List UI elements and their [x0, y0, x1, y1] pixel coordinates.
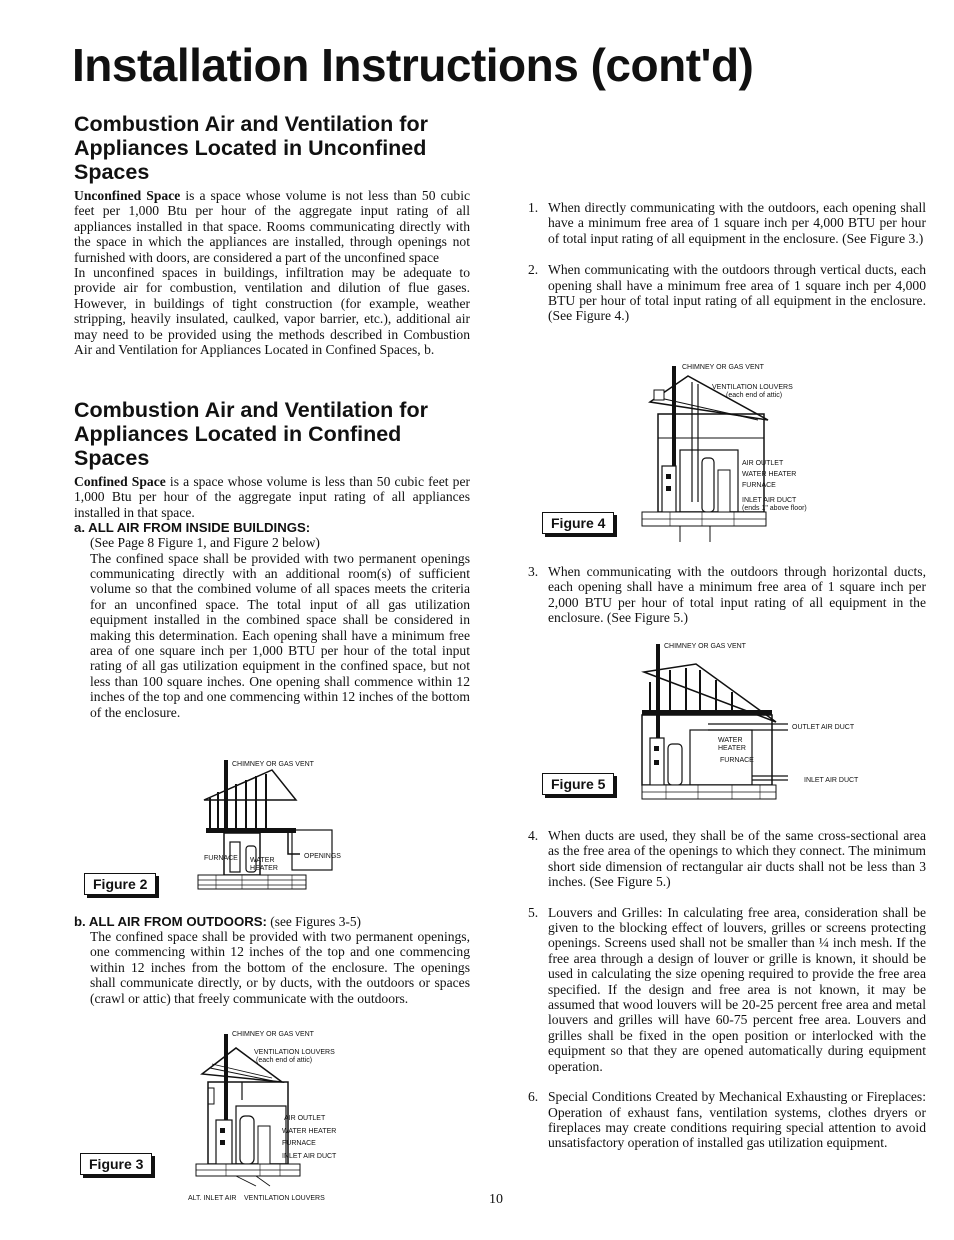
- figure-4-louvers-note: (each end of attic): [726, 392, 783, 399]
- unconfined-infiltration: In unconfined spaces in buildings, infiltration may be adequate to provide air for combustion, ventilation and dilution of flue gases. However, in buildings of tight construction (for example, weather stripping, heavily insulated, caulked, vapor barrier, etc.), additional air may need to be provided using the methods described in Combustion Air and Ventilation for Appliances Located in Confined Spaces, b.: [74, 265, 470, 358]
- figure-2-illustration: [196, 758, 356, 904]
- figure-2-chimney-label: CHIMNEY OR GAS VENT: [232, 761, 314, 768]
- figure-3-louvers-note: (each end of attic): [256, 1057, 313, 1064]
- figure-2-furnace-label: FURNACE: [204, 855, 238, 862]
- figure-4-louvers-label: VENTILATION LOUVERS: [712, 384, 793, 391]
- figure-5-caption: Figure 5: [542, 773, 614, 795]
- figure-5-water-label: WATER: [718, 737, 743, 744]
- figure-4-chimney-label: CHIMNEY OR GAS VENT: [682, 364, 764, 371]
- list-item-1: 1. When directly communicating with the outdoors, each opening shall have a minimum free area of 1 square inch per 4,000 BTU per hour of total input rating of all equipment in the enclosure. (See Figure 3.): [528, 200, 926, 246]
- unconfined-term: Unconfined Space: [74, 188, 181, 203]
- figure-5-illustration: [640, 640, 800, 812]
- figure-5-inlet-label: INLET AIR DUCT: [804, 777, 859, 784]
- figure-4-furnace-label: FURNACE: [742, 482, 776, 489]
- figure-2-water-label: WATER: [250, 857, 275, 864]
- confined-heading: Combustion Air and Ventilation for Appliances Located in Confined Spaces: [74, 398, 428, 470]
- figure-3-caption: Figure 3: [80, 1153, 152, 1175]
- list-item-6: 6. Special Conditions Created by Mechanical Exhausting or Fireplaces: Operation of exhaust fans, ventilation systems, clothes dryers or fireplaces may create conditions requiring special attention to avoid unsatisfactory operation of installed gas utilization equipment.: [528, 1089, 926, 1151]
- items-4-6: [528, 828, 926, 1151]
- figure-3-furnace-label: FURNACE: [282, 1140, 316, 1147]
- figure-5-outlet-label: OUTLET AIR DUCT: [792, 724, 855, 731]
- confined-definition-text: is a space whose volume is less than 50 cubic feet per 1,000 Btu per hour of the aggregate input rating of all appliances installed in that space.: [74, 474, 471, 520]
- confined-term: Confined Space: [74, 474, 166, 489]
- item-3: [528, 564, 926, 626]
- section-a-heading: a. ALL AIR FROM INSIDE BUILDINGS:: [74, 520, 311, 536]
- figure-5-chimney-label: CHIMNEY OR GAS VENT: [664, 643, 746, 650]
- figure-3-inlet-label: INLET AIR DUCT: [282, 1153, 337, 1160]
- list-item-2: 2. When communicating with the outdoors through vertical ducts, each opening shall have a minimum free area of 1 square inch per 4,000 BTU per hour of total input rating of all equipment in the enclosure. (See Figure 4.): [528, 262, 926, 324]
- figure-3-vent-louvers-label: VENTILATION LOUVERS: [244, 1195, 325, 1202]
- figure-3-alt-inlet-label: ALT. INLET AIR: [188, 1195, 237, 1202]
- figure-4-caption: Figure 4: [542, 512, 614, 534]
- list-item-4: 4. When ducts are used, they shall be of the same cross-sectional area as the free area of the openings to which they connect. The minimum short side dimension of rectangular air ducts shall not be less than 3 inches. (See Figure 5.): [528, 828, 926, 890]
- section-a-body: [74, 535, 470, 720]
- section-b-text: The confined space shall be provided with two permanent openings, one commencing within 12 inches of the top and one commencing within 12 inches from the bottom of the enclosure. The openings shall communicate directly, or by ducts, with the outdoors or spaces (crawl or attic) that freely communicate with the outdoors.: [90, 929, 470, 1006]
- figure-5-furnace-label: FURNACE: [720, 757, 754, 764]
- section-a-ref: (See Page 8 Figure 1, and Figure 2 below): [90, 535, 320, 551]
- section-a-text: The confined space shall be provided with two permanent openings communicating directly with an additional room(s) of sufficient volume so that the combined volume of all spaces meets the criteria for an unconfined space. The total input of all gas utilization equipment installed in the combined space shall be considered in making this determination. Each opening shall have a minimum free area of one square inch per 1,000 BTU per hour of the total input rating of all gas utilization equipment in the confined space, but not less than 100 square inches. One opening shall commence within 12 inches of the top and one commencing within 12 inches of the bottom of the enclosure.: [90, 550, 470, 720]
- section-b-ref: (see Figures 3-5): [266, 914, 362, 929]
- unconfined-heading: Combustion Air and Ventilation for Appliances Located in Unconfined Spaces: [74, 112, 428, 184]
- unconfined-definition: [74, 188, 470, 265]
- figure-2-openings-label: OPENINGS: [304, 853, 341, 860]
- figure-4-inlet-note: (ends 1" above floor): [742, 505, 807, 512]
- page-title: Installation Instructions (cont'd): [72, 39, 754, 91]
- list-item-5: 5. Louvers and Grilles: In calculating free area, consideration shall be given to the blocking effect of louvers, grilles or screens protecting openings. Screens used shall not be smaller than ¼ inch mesh. If the free area through a design of louver or grille is known, it should be used in calculating the size opening required to provide the free area specified. If the design and free area is not known, it may be assumed that wood louvers will be 20-25 percent free area and metal louvers and grilles will have 60-75 percent free area. Louvers and grilles shall be fixed in the open position or interlocked with the equipment so that they are opened automatically during equipment operation.: [528, 904, 926, 1074]
- section-b-title: b. ALL AIR FROM OUTDOORS:: [74, 914, 267, 929]
- items-1-2: [528, 200, 926, 324]
- figure-4-inlet-label: INLET AIR DUCT: [742, 497, 797, 504]
- list-item-3: 3. When communicating with the outdoors through horizontal ducts, each opening shall have a minimum free area of 1 square inch per 2,000 BTU per hour of total input rating of all equipment in the enclosure. (See Figure 5.): [528, 564, 926, 626]
- figure-4-air-outlet-label: AIR OUTLET: [742, 460, 784, 467]
- figure-5-heater-label: HEATER: [718, 745, 746, 752]
- figure-3-louvers-label: VENTILATION LOUVERS: [254, 1049, 335, 1056]
- confined-section: [74, 398, 470, 720]
- unconfined-section: [74, 112, 470, 357]
- figure-2-heater-label: HEATER: [250, 865, 278, 872]
- section-b: [74, 914, 470, 1006]
- section-b-heading: [74, 914, 470, 929]
- page-number: 10: [489, 1192, 503, 1207]
- figure-3-air-outlet-label: AIR OUTLET: [284, 1115, 326, 1122]
- figure-2-caption: Figure 2: [84, 873, 156, 895]
- figure-3-water-heater-label: WATER HEATER: [282, 1128, 337, 1135]
- section-b-body: [74, 929, 470, 1006]
- confined-definition: [74, 474, 470, 520]
- figure-3-chimney-label: CHIMNEY OR GAS VENT: [232, 1031, 314, 1038]
- unconfined-definition-text: is a space whose volume is not less than 50 cubic feet per 1,000 Btu per hour of the aggregate input rating of all appliances installed in that space. Rooms communicating directly with the space in which the appliances are installed, through openings not furnished with doors, are considered a part of the unconfined space: [74, 188, 471, 265]
- figure-4-water-heater-label: WATER HEATER: [742, 471, 797, 478]
